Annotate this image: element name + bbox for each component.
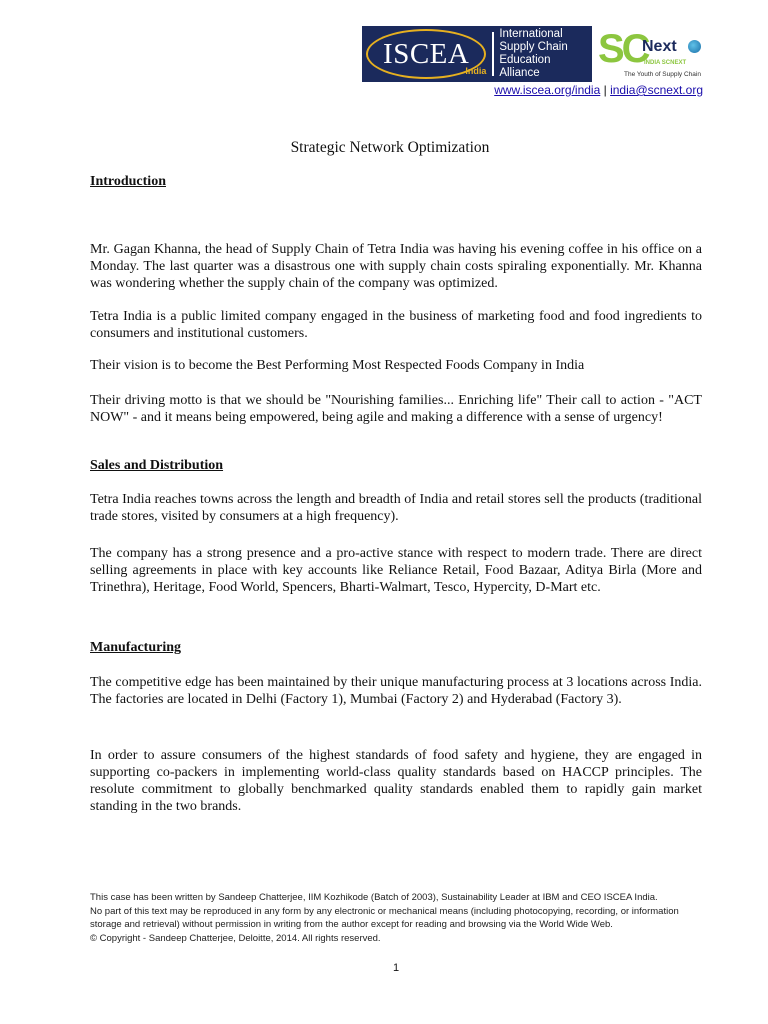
section-heading-manufacturing: Manufacturing (90, 640, 181, 655)
sales-paragraph-1: Tetra India reaches towns across the length and breadth of India and retail stores sell the products (traditional trade stores, visited by consumers at a high frequency). (90, 492, 702, 524)
footer-copyright-line: © Copyright - Sandeep Chatterjee, Deloitte, 2014. All rights reserved. (90, 932, 381, 944)
intro-paragraph-1: Mr. Gagan Khanna, the head of Supply Chain of Tetra India was having his evening coffee in his office on a Monday. The last quarter was a disastrous one with supply chain costs spiraling exponentially. Mr. Khanna was wondering whether the supply chain of the company was optimized. (90, 242, 702, 291)
sales-paragraph-2: The company has a strong presence and a pro-active stance with respect to modern trade. There are direct selling agreements in place with key accounts like Reliance Retail, Food Bazaar, Aditya Birla (More and Trinethra), Heritage, Food World, Spencers, Bharti-Walmart, Tesco, Hypercity, D-Mart etc. (90, 546, 702, 595)
iscea-logo-word: ISCEA (383, 37, 470, 70)
header-links (494, 83, 703, 97)
iscea-tagline-line: Supply Chain (499, 41, 568, 53)
website-link[interactable]: www.iscea.org/india (494, 83, 601, 97)
scnext-logo-tagline: The Youth of Supply Chain (624, 71, 701, 78)
section-heading-introduction: Introduction (90, 174, 166, 189)
globe-icon (688, 40, 701, 53)
iscea-logo (362, 26, 592, 82)
manufacturing-paragraph-1: The competitive edge has been maintained by their unique manufacturing process at 3 locations across India. The factories are located in Delhi (Factory 1), Mumbai (Factory 2) and Hyderabad (Factory 3). (90, 675, 702, 707)
scnext-logo-mark: SC (598, 27, 648, 71)
iscea-logo-tagline (499, 28, 592, 80)
footer-notice (90, 891, 710, 945)
section-heading-sales: Sales and Distribution (90, 458, 224, 473)
footer-author-line: This case has been written by Sandeep Chatterjee, IIM Kozhikode (Batch of 2003), Sustainability Leader at IBM and CEO ISCEA India. (90, 892, 658, 903)
email-link[interactable]: india@scnext.org (610, 83, 703, 97)
intro-paragraph-3: Their vision is to become the Best Performing Most Respected Foods Company in India (90, 358, 585, 373)
header-logos (362, 26, 702, 84)
scnext-logo (598, 26, 702, 82)
link-separator: | (603, 83, 607, 97)
footer-rights-line: No part of this text may be reproduced in any form by any electronic or mechanical means (including photocopying, recording, or information storage and retrieval) without permission in writing from the author except for reading and browsing via the World Wide Web. (90, 905, 679, 930)
iscea-logo-divider (492, 32, 494, 76)
iscea-logo-country: India (465, 66, 487, 76)
iscea-logo-oval (366, 29, 486, 79)
intro-paragraph-4: Their driving motto is that we should be "Nourishing families... Enriching life" Their call to action - "ACT NOW" - and it means being empowered, being agile and making a difference with a sense of urgency! (90, 393, 702, 425)
manufacturing-paragraph-2: In order to assure consumers of the highest standards of food safety and hygiene, they are engaged in supporting co-packers in implementing world-class quality standards based on HACCP principles. The resolute commitment to globally benchmarked quality standards enabled them to rapidly gain market standing in the two brands. (90, 748, 702, 814)
scnext-logo-word: Next (642, 38, 677, 55)
iscea-tagline-line: International (499, 28, 563, 40)
document-title: Strategic Network Optimization (290, 139, 490, 156)
iscea-tagline-line: Education Alliance (499, 54, 551, 79)
scnext-logo-sub: INDIA SCNEXT (644, 60, 687, 66)
page-number: 1 (392, 962, 400, 974)
intro-paragraph-2: Tetra India is a public limited company engaged in the business of marketing food and food ingredients to consumers and institutional customers. (90, 309, 702, 341)
